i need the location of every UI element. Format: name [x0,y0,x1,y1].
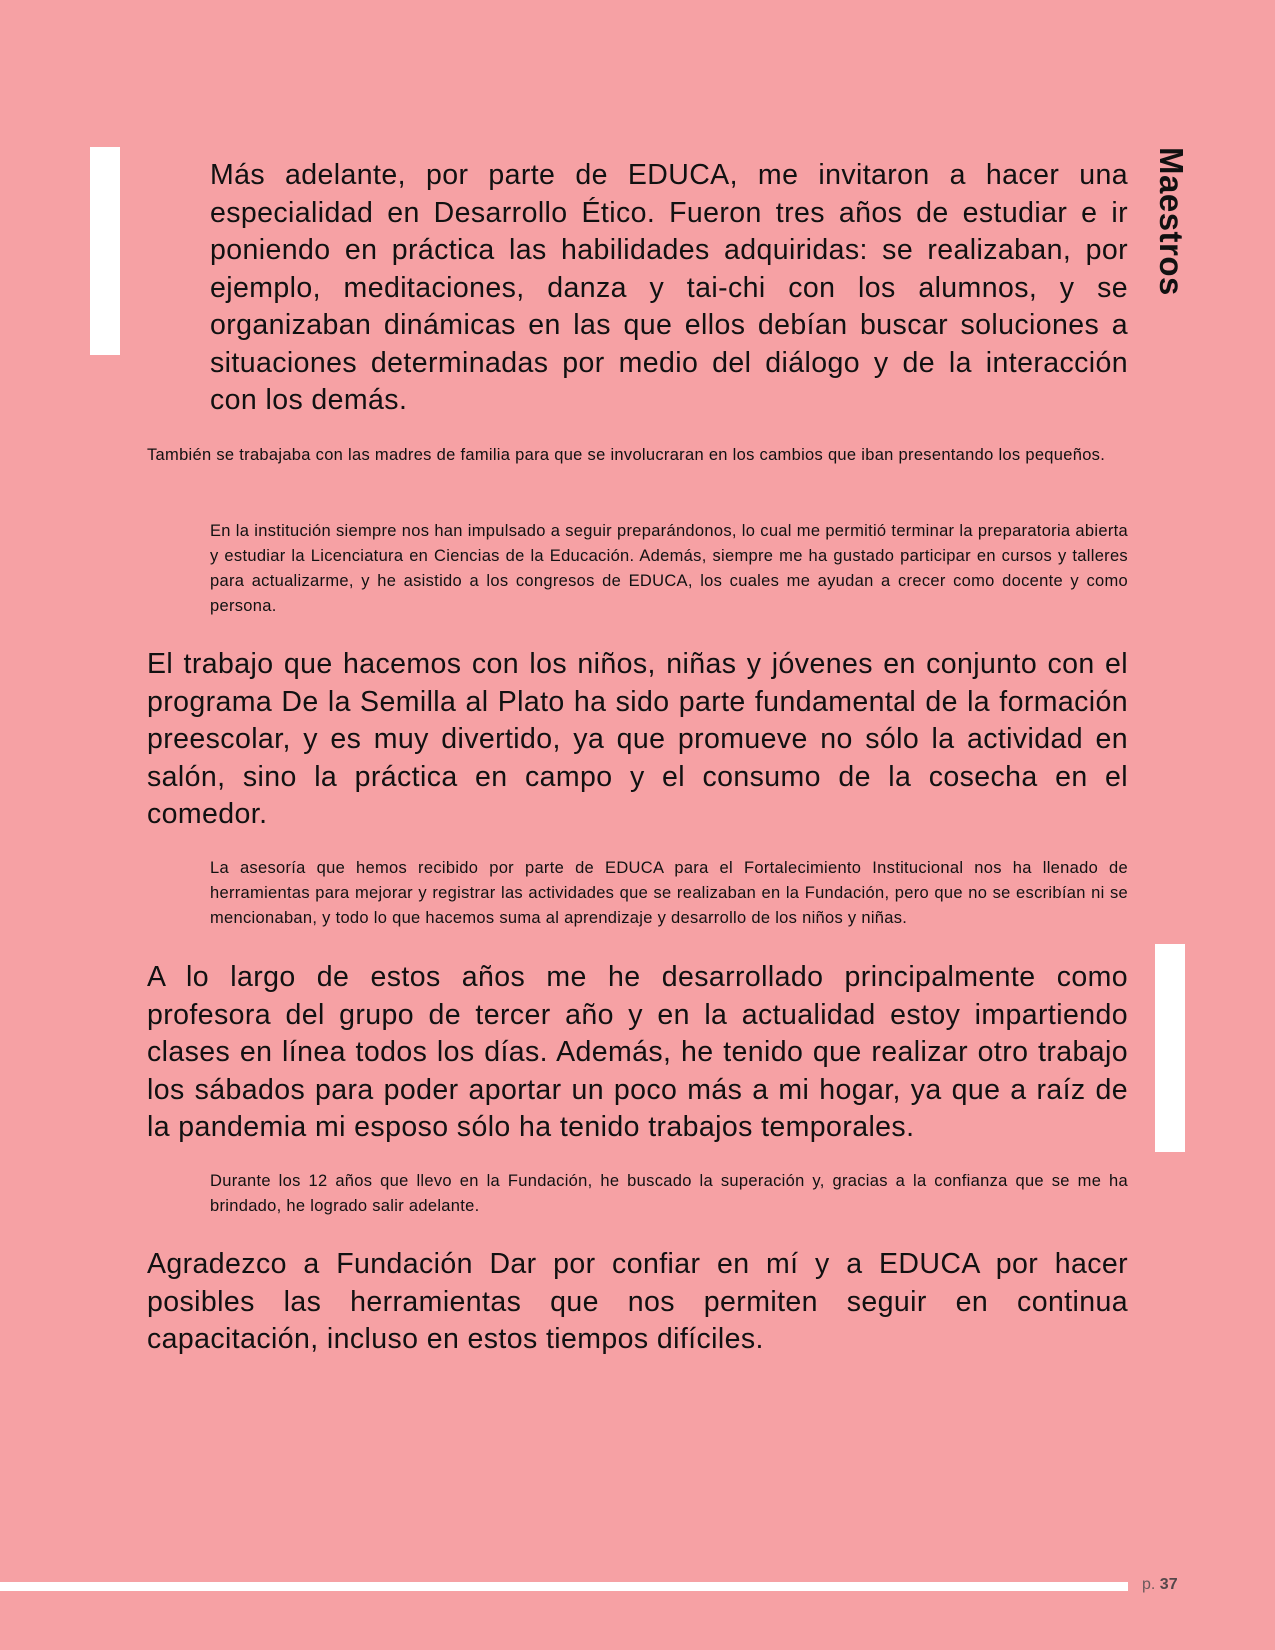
page-number-prefix: p. [1142,1576,1156,1593]
pull-quote-paragraph: Agradezco a Fundación Dar por confiar en mí y a EDUCA por hacer posibles las herramientas que nos permiten seguir en continua capacitación, incluso en estos tiempos difíciles. [147,1248,1128,1355]
page-number [1142,1576,1178,1594]
pull-quote-paragraph: Más adelante, por parte de EDUCA, me invitaron a hacer una especialidad en Desarrollo Ético. Fueron tres años de estudiar e ir poniendo en práctica las habilidades adquiridas: se realizaban, por ejemplo, meditaciones, danza y tai-chi con los alumnos, y se organizaban dinámicas en las que ellos debían buscar soluciones a situaciones determinadas por medio del diálogo y de la interacción con los demás. [210,159,1128,416]
footer-divider-line [0,1582,1128,1591]
page-number-value: 37 [1159,1576,1178,1593]
body-paragraph-indented: Durante los 12 años que llevo en la Fundación, he buscado la superación y, gracias a la confianza que se me ha brindado, he logrado salir adelante. [210,1172,1128,1215]
body-paragraph-indented: La asesoría que hemos recibido por parte de EDUCA para el Fortalecimiento Institucional nos ha llenado de herramientas para mejorar y registrar las actividades que se realizaban en la Fundación, pero que no se escribían ni se mencionaban, y todo lo que hacemos suma al aprendizaje y desarrollo de los niños y niñas. [210,859,1128,927]
pull-quote-paragraph: A lo largo de estos años me he desarrollado principalmente como profesora del grupo de tercer año y en la actualidad estoy impartiendo clases en línea todos los días. Además, he tenido que realizar otro trabajo los sábados para poder aportar un poco más a mi hogar, ya que a raíz de la pandemia mi esposo sólo ha tenido trabajos temporales. [147,961,1128,1143]
section-label: Maestros [1153,147,1190,296]
body-paragraph: También se trabajaba con las madres de familia para que se involucraran en los cambios que iban presentando los pequeños. [147,446,1106,464]
decorative-bar-left [90,147,120,355]
body-paragraph-indented: En la institución siempre nos han impulsado a seguir preparándonos, lo cual me permitió terminar la preparatoria abierta y estudiar la Licenciatura en Ciencias de la Educación. Además, siempre me ha gustado participar en cursos y talleres para actualizarme, y he asistido a los congresos de EDUCA, los cuales me ayudan a crecer como docente y como persona. [210,522,1128,615]
pull-quote-paragraph: El trabajo que hacemos con los niños, niñas y jóvenes en conjunto con el programa De la Semilla al Plato ha sido parte fundamental de la formación preescolar, y es muy divertido, ya que promueve no sólo la actividad en salón, sino la práctica en campo y el consumo de la cosecha en el comedor. [147,648,1128,830]
decorative-bar-right [1155,944,1185,1152]
